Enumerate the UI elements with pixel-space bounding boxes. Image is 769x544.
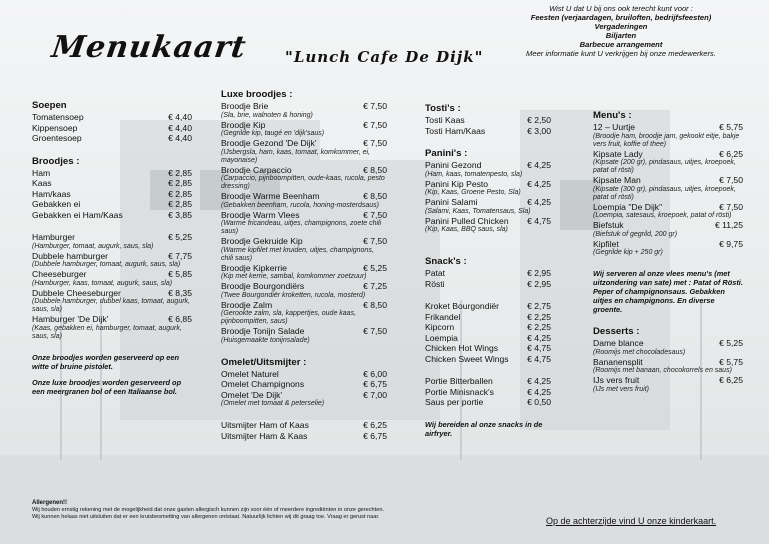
intro-line: Meer informatie kunt U verkrijgen bij onze medewerkers.: [526, 49, 716, 58]
menu-item: Panini Kip Pesto € 4,25: [425, 178, 551, 189]
item-description: (Biefstuk of gegrild, 200 gr): [593, 230, 678, 238]
menu-item: Hamburger € 5,25: [32, 232, 192, 242]
item-description: (Twee Bourgondiër kroketten, rucola, mosterd): [221, 291, 366, 299]
menu-item: Omelet Naturel € 6,00: [221, 368, 387, 379]
item-description: (Gerookte zalm, sla, kappertjes, oude kaas, pijnboompitten, saus): [221, 310, 357, 325]
menus-note: Wij serveren al onze vlees menu's (met uitzondering van sate) met : Patat of Rösti. Peper of champignonsaus. Gebakken uitjes en champignons. En diverse groente.: [593, 269, 743, 314]
cafe-name: "Lunch Cafe De Dijk": [285, 48, 484, 66]
menu-item: Omelet 'De Dijk' € 7,00: [221, 389, 387, 400]
menu-item: Biefstuk € 11,25: [593, 220, 743, 230]
menu-item: Broodje Warm Vlees € 7,50: [221, 209, 387, 220]
item-description: (Warme kipfilet met kruiden, uitjes, champignons, chili saus): [221, 246, 374, 262]
menu-item: Loempia € 4,25: [425, 332, 551, 343]
item-description: (Gegrilde kip + 250 gr): [593, 249, 663, 256]
menu-item: Loempia "De Dijk" € 7,50: [593, 201, 743, 212]
section-heading-omelet: Omelet/Uitsmijter :: [221, 356, 307, 368]
allergen-notice: [32, 500, 502, 521]
section-heading-menus: Menu's :: [593, 110, 632, 121]
menu-item: Kipfilet € 9,75: [593, 238, 743, 249]
broodjes-note: Onze broodjes worden geserveerd op een witte of bruine pistolet.: [32, 352, 180, 371]
menu-item: Panini Pulled Chicken € 4,75: [425, 215, 551, 226]
item-description: (Huisgemaakte tonijnsalade): [221, 336, 310, 344]
menu-item: Kippensoep € 4,40: [32, 122, 192, 133]
item-description: (Gegrilde kip, taugé en 'dijk'saus): [221, 130, 325, 137]
item-description: (Kaas, gebakken ei, hamburger, tomaat, augurk, saus, sla): [32, 324, 182, 340]
menu-item: Dame blance € 5,25: [593, 338, 743, 348]
kids-menu-link[interactable]: Op de achterzijde vind U onze kinderkaart.: [546, 516, 717, 526]
section-heading-tostis: Tosti's :: [425, 103, 461, 114]
item-description: (Ham, kaas, tomatenpesto, sla): [425, 170, 523, 178]
menu-item: Broodje Gekruide Kip € 7,50: [221, 236, 387, 246]
intro-line: Wist U dat U bij ons ook terecht kunt voor :: [549, 4, 693, 13]
menu-item: Dubbele Cheeseburger € 8,35: [32, 287, 192, 298]
menu-item: Panini Salami € 4,25: [425, 197, 551, 207]
menu-item: Omelet Champignons € 6,75: [221, 379, 387, 389]
menu-item: Chicken Sweet Wings € 4,75: [425, 353, 551, 364]
menu-item: Kipsate Lady € 6,25: [593, 148, 743, 159]
item-description: (Gebakken beenham, rucola, honing-mosterdsaus): [221, 201, 379, 209]
menu-item: Broodje Brie € 7,50: [221, 101, 387, 111]
menu-item: Groentesoep € 4,40: [32, 133, 192, 143]
menu-item: Panini Gezond € 4,25: [425, 160, 551, 170]
menu-item: Saus per portie € 0,50: [425, 397, 551, 407]
item-description: (Kipsate (200 gr), pindasaus, uitjes, kroepoek, patat of rösti): [593, 159, 736, 174]
menu-item: Gebakken ei € 2,85: [32, 199, 192, 209]
item-description: (Salami, Kaas, Tomatensaus, Sla): [425, 207, 531, 215]
section-heading-desserts: Desserts :: [593, 326, 640, 337]
intro-block: [503, 4, 739, 58]
menu-item: Broodje Zalm € 8,50: [221, 299, 387, 310]
snacks-note: Wij bereiden al onze snacks in de airfryer.: [425, 419, 543, 438]
item-description: (Dubbele hamburger, tomaat, augurk, saus, sla): [32, 261, 181, 268]
item-description: (Hamburger, kaas, tomaat, augurk, saus, sla): [32, 279, 173, 287]
menu-item: Broodje Tonijn Salade € 7,50: [221, 326, 387, 336]
menu-item: Ham/kaas € 2,85: [32, 188, 192, 199]
menu-item: Portie Bitterballen € 4,25: [425, 376, 551, 386]
item-description: (IJs met vers fruit): [593, 385, 650, 393]
section-heading-soepen: Soepen: [32, 100, 67, 111]
luxe-broodjes-note: Onze luxe broodjes worden geserveerd op een meergranen bol of een Italiaanse bol.: [32, 377, 182, 396]
menu-item: Chicken Hot Wings € 4,75: [425, 343, 551, 353]
item-description: (Kip, Kaas, Groene Pesto, Sla): [425, 189, 521, 196]
item-description: (Kip met kerrie, sambal, komkommer zoetzuur): [221, 273, 367, 280]
section-heading-paninis: Panini's :: [425, 148, 468, 159]
menu-item: Kipsate Man € 7,50: [593, 175, 743, 185]
menu-item: Kipcorn € 2,25: [425, 322, 551, 332]
menu-item: Broodje Kip € 7,50: [221, 119, 387, 130]
section-heading-snacks: Snack's :: [425, 256, 467, 267]
intro-line: Vergaderingen: [594, 22, 648, 31]
column-2: [221, 89, 387, 441]
column-1: [32, 100, 192, 396]
intro-line: Barbecue arrangement: [579, 40, 663, 49]
menu-item: Gebakken ei Ham/Kaas € 3,85: [32, 209, 192, 220]
allergen-line: Wij houden ernstig rekening met de mogelijkheid dat onze gasten allergisch kunnen zijn voor één of meerdere ingrediënten in onze gerechten.: [32, 507, 385, 513]
menu-item: Bananensplit € 5,75: [593, 356, 743, 367]
item-description: (Dubbele hamburger, dubbel kaas, tomaat, augurk, saus, sla): [32, 298, 190, 313]
menu-item: Broodje Carpaccio € 8,50: [221, 164, 387, 175]
menu-item: Broodje Warme Beenham € 8,50: [221, 191, 387, 201]
menu-item: Hamburger 'De Dijk' € 6,85: [32, 314, 192, 324]
menu-title: Menukaart: [49, 30, 249, 65]
menu-item: 12 – Uurtje € 5,75: [593, 122, 743, 132]
menu-item: Uitsmijter Ham & Kaas € 6,75: [221, 430, 387, 441]
item-description: (Hamburger, tomaat, augurk, saus, sla): [32, 242, 154, 250]
column-3: [425, 103, 551, 438]
menu-item: IJs vers fruit € 6,25: [593, 375, 743, 385]
menu-item: Patat € 2,95: [425, 268, 551, 278]
item-description: (Broodje ham, broodje jam, gekookt eitje, bakje vers fruit, koffie of thee): [593, 132, 740, 148]
menu-item: Tosti Ham/Kaas € 3,00: [425, 125, 551, 136]
menu-item: Kroket Bourgondiër € 2,75: [425, 301, 551, 311]
menu-item: Kaas € 2,85: [32, 178, 192, 188]
item-description: (Omelet met tomaat & peterselie): [221, 400, 325, 407]
item-description: (Warme fricandeau, uitjes, champignons, zoete chili saus): [221, 220, 382, 235]
menu-item: Broodje Kipkerrie € 5,25: [221, 262, 387, 273]
intro-line: Feesten (verjaardagen, bruiloften, bedrijfsfeesten): [530, 13, 712, 22]
allergen-title: Allergenen!!: [32, 500, 68, 506]
section-heading-broodjes: Broodjes :: [32, 155, 80, 167]
menu-item: Broodje Gezond 'De Dijk' € 7,50: [221, 138, 387, 148]
menu-item: Portie Minisnack's € 4,25: [425, 386, 551, 397]
menu-item: Cheeseburger € 5,85: [32, 269, 192, 279]
item-description: (Loempia, satesaus, kroepoek, patat of rösti): [593, 212, 732, 219]
item-description: (Kipsate (300 gr), pindasaus, uitjes, kroepoek, patat of rösti): [593, 185, 736, 201]
menu-item: Dubbele hamburger € 7,75: [32, 250, 192, 261]
menu-item: Broodje Bourgondiërs € 7,25: [221, 281, 387, 291]
item-description: (Kip, Kaas, BBQ saus, sla): [425, 226, 508, 233]
column-4: [593, 110, 743, 394]
menu-item: Frikandel € 2,25: [425, 311, 551, 322]
item-description: (IJsbergsla, ham, kaas, tomaat, komkommer, ei, mayonaise): [221, 148, 370, 164]
menu-item: Tosti Kaas € 2,50: [425, 115, 551, 125]
item-description: (Carpaccio, pijnboompitten, oude-kaas, rucola, pesto dressing): [221, 175, 385, 190]
allergen-line: Wij kunnen helaas niet uitsluiten dat er een kruisbesmetting van allergenen ontstaat. Natuurlijk lichten wij dit graag toe. Vraag er gerust naar.: [32, 514, 380, 520]
section-heading-luxe: Luxe broodjes :: [221, 89, 293, 100]
item-description: (Roomijs met banaan, chocokorrels en saus): [593, 367, 732, 374]
intro-line: Biljarten: [605, 31, 637, 40]
menu-item: Tomatensoep € 4,40: [32, 112, 192, 122]
menu-item: Uitsmijter Ham of Kaas € 6,25: [221, 420, 387, 430]
menu-item: Rösti € 2,95: [425, 278, 551, 289]
item-description: (Sla, brie, walnoten & honing): [221, 111, 313, 119]
menu-item: Ham € 2,85: [32, 167, 192, 178]
item-description: (Roomijs met chocoladesaus): [593, 348, 686, 356]
